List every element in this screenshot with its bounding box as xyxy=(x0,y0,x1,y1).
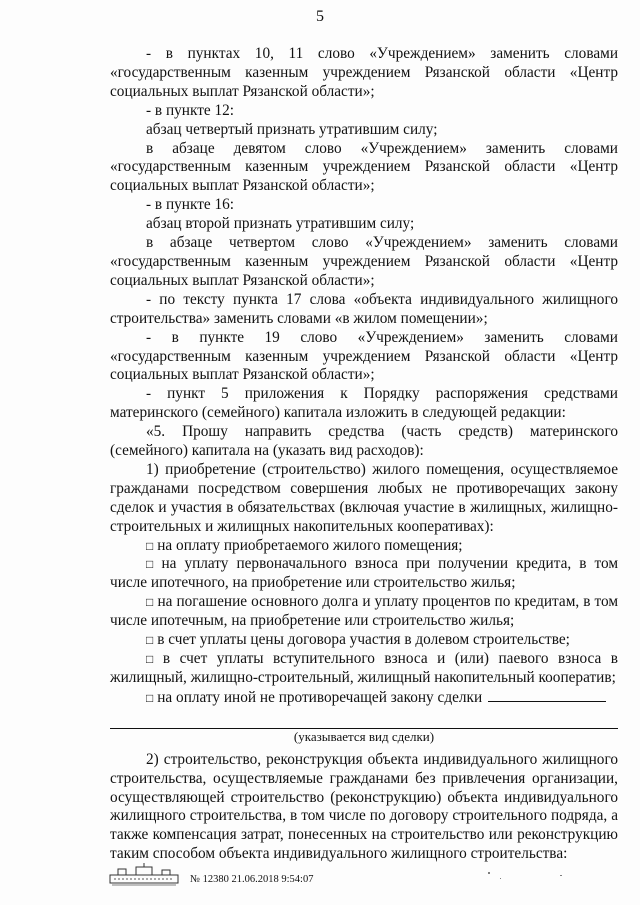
paragraph xyxy=(110,751,618,864)
checkbox-icon: □ xyxy=(146,690,154,705)
deal-type-caption: (указывается вид сделки) xyxy=(293,728,435,744)
checkbox-icon: □ xyxy=(146,538,154,553)
checkbox-icon: □ xyxy=(146,652,159,666)
paragraph-text: на уплату первоначального взноса при получении кредита, в том числе ипотечного, на приобретение или строительство жилья; xyxy=(110,555,619,592)
scan-speck xyxy=(560,875,562,876)
paragraph xyxy=(110,121,618,140)
paragraph xyxy=(110,291,618,329)
document-body xyxy=(110,45,618,864)
signature-line xyxy=(110,708,618,729)
paragraph-text: - пункт 5 приложения к Порядку распоряжения средствами материнского (семейного) капитала изложить в следующей редакции: xyxy=(110,385,618,422)
paragraph xyxy=(110,234,618,291)
paragraph-text: на погашение основного долга и уплату процентов по кредитам, в том числе ипотечным, на приобретение или строительство жилья; xyxy=(110,593,618,630)
paragraph xyxy=(110,102,618,121)
paragraph xyxy=(110,631,618,650)
paragraph-list-after xyxy=(110,751,618,864)
paragraph-text: - в пункте 19 слово «Учреждением» заменить словами «государственным казенным учреждением Рязанской области «Центр социальных выплат Рязанской области»; xyxy=(110,328,618,384)
paragraph-text: абзац второй признать утратившим силу; xyxy=(146,215,415,233)
registry-stamp-icon xyxy=(108,863,182,887)
paragraph-text: в счет уплаты цены договора участия в долевом строительстве; xyxy=(157,631,570,649)
checkbox-icon: □ xyxy=(146,633,154,648)
footer xyxy=(108,863,508,887)
paragraph xyxy=(110,461,618,537)
paragraph xyxy=(110,593,618,631)
paragraph xyxy=(110,45,618,102)
paragraph xyxy=(110,650,618,688)
paragraph xyxy=(110,537,618,556)
fill-in-blank xyxy=(488,688,606,702)
paragraph-text: - в пунктах 10, 11 слово «Учреждением» заменить словами «государственным казенным учреждением Рязанской области «Центр социальных выплат Рязанской области»; xyxy=(110,45,618,100)
registration-code: № 12380 21.06.2018 9:54:07 xyxy=(190,874,314,885)
paragraph xyxy=(110,423,618,461)
paragraph-text: в абзаце четвертом слово «Учреждением» заменить словами «государственным казенным учреждением Рязанской области «Центр социальных выплат Рязанской области»; xyxy=(110,234,618,289)
paragraph-text: абзац четвертый признать утратившим силу; xyxy=(146,120,438,138)
scan-speck xyxy=(488,872,490,874)
paragraph xyxy=(110,329,618,386)
paragraph-text: - в пункте 16: xyxy=(146,196,235,214)
checkbox-icon: □ xyxy=(146,595,154,610)
paragraph-text: «5. Прошу направить средства (часть средств) материнского (семейного) капитала на (указать вид расходов): xyxy=(110,423,618,460)
paragraph xyxy=(110,555,618,593)
paragraph-text: в счет уплаты вступительного взноса и (или) паевого взноса в жилищный, жилищно-строительный, жилищный накопительный кооператив; xyxy=(110,650,618,686)
paragraph-text: 1) приобретение (строительство) жилого помещения, осуществляемое гражданами посредством совершения любых не противоречащих закону сделок и участия в обязательствах (включая участие в жилищных, жилищно-строительных и жилищных накопительных кооперативах): xyxy=(110,460,618,535)
paragraph-text: - в пункте 12: xyxy=(146,101,235,119)
paragraph xyxy=(110,196,618,215)
paragraph xyxy=(110,385,618,423)
paragraph xyxy=(110,140,618,197)
paragraph-text: - по тексту пункта 17 слова «объекта индивидуального жилищного строительства» заменить словами «в жилом помещении»; xyxy=(110,290,618,327)
paragraph xyxy=(110,215,618,234)
paragraph xyxy=(110,688,618,708)
page-number: 5 xyxy=(316,8,324,25)
scan-speck xyxy=(500,878,501,879)
paragraph-text: в абзаце девятом слово «Учреждением» заменить словами «государственным казенным учреждением Рязанской области «Центр социальных выплат Рязанской области»; xyxy=(110,139,618,195)
paragraph-text: на оплату иной не противоречащей закону сделки xyxy=(157,688,483,706)
paragraph-list xyxy=(110,45,618,708)
checkbox-icon: □ xyxy=(146,557,158,572)
paragraph-text: на оплату приобретаемого жилого помещения; xyxy=(157,536,463,554)
paragraph-text: 2) строительство, реконструкция объекта индивидуального жилищного строительства, осуществляемые гражданами без привлечения организации, осуществляющей строительство (реконструкцию) объекта индивидуального жилищного строительства, в том числе по договору строительного подряда, а также компенсация затрат, понесенных на строительство или реконструкцию таким способом объекта индивидуального жилищного строительства: xyxy=(110,750,618,863)
